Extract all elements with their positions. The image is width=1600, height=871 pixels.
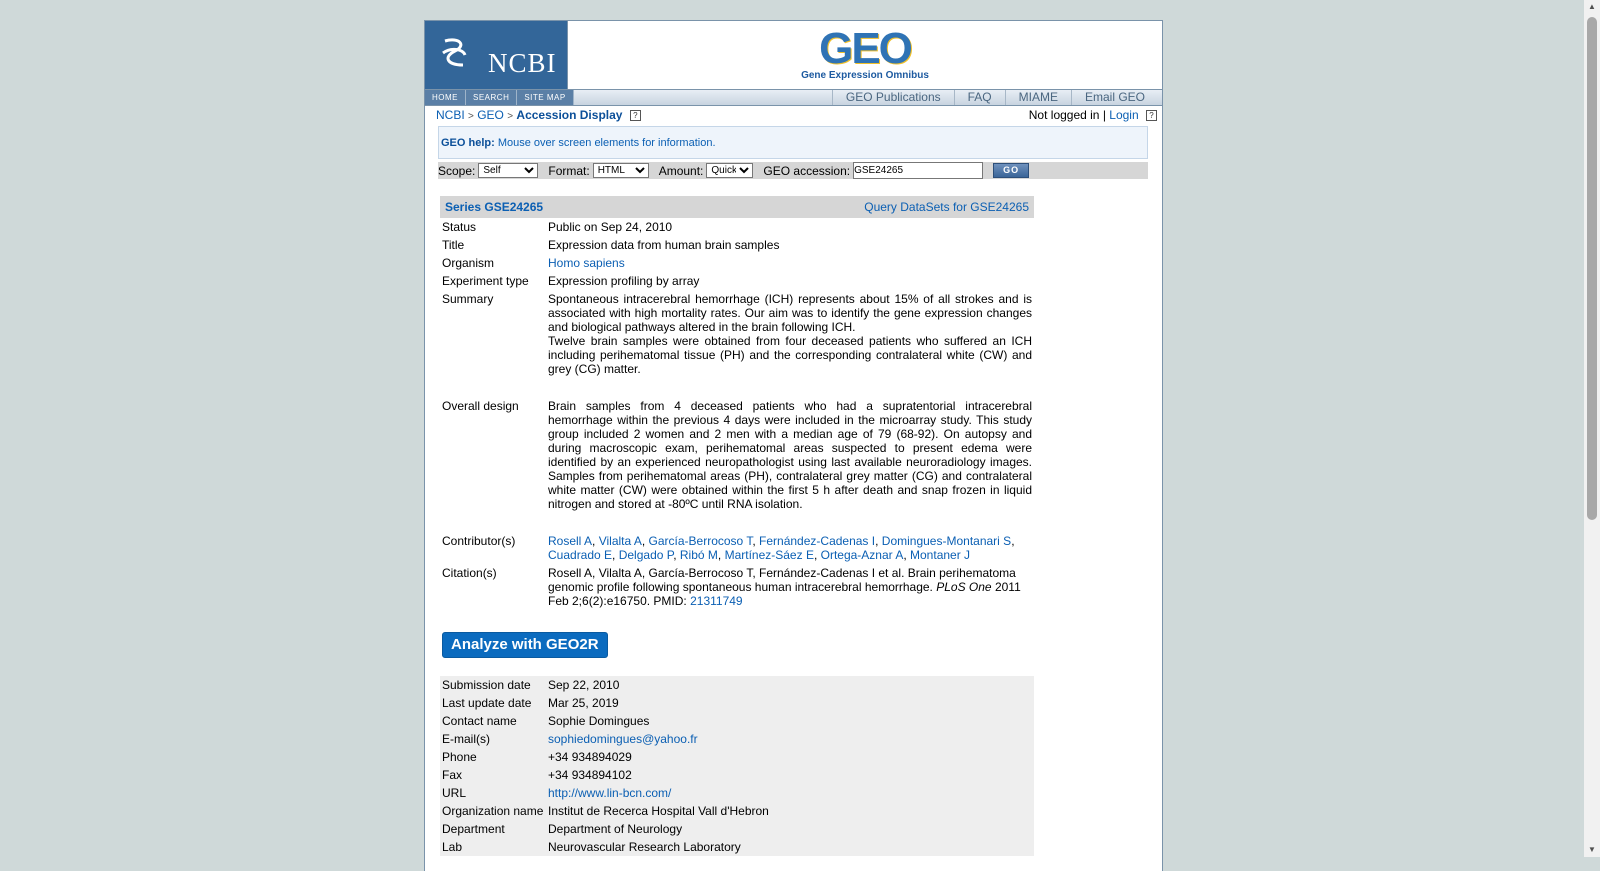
- contributor-link[interactable]: Montaner J: [910, 548, 971, 562]
- page-container: [424, 20, 1163, 871]
- contributor-link[interactable]: Vilalta A: [598, 534, 642, 548]
- summary-paragraph: Spontaneous intracerebral hemorrhage (ICH) represents about 15% of all strokes and is associated with high mortality rates. Our aim was to identify the gene expression changes and biological pathways altered in the brain following ICH.: [548, 292, 1032, 334]
- nav-home-link[interactable]: HOME: [425, 90, 466, 105]
- field-value: Neurovascular Research Laboratory: [548, 840, 741, 854]
- accession-label: GEO accession:: [763, 163, 851, 178]
- contributor-link[interactable]: Cuadrado E: [548, 548, 613, 562]
- breadcrumb-current: Accession Display: [516, 108, 623, 122]
- login-link[interactable]: Login: [1109, 108, 1139, 122]
- summary-value: [546, 290, 1034, 397]
- table-row: [440, 784, 1034, 802]
- table-row: [440, 730, 1034, 748]
- citation-text: Rosell A, Vilalta A, García-Berrocoso T, Fernández-Cadenas I et al. Brain perihematoma genomic profile following spontaneous human intracerebral hemorrhage.: [548, 566, 1016, 594]
- url-link[interactable]: http://www.lin-bcn.com/: [548, 786, 672, 800]
- contributor-link[interactable]: Ribó M: [679, 548, 718, 562]
- table-row: [440, 694, 1034, 712]
- table-row: [440, 766, 1034, 784]
- accession-input[interactable]: [853, 162, 983, 179]
- field-label: Overall design: [442, 399, 519, 413]
- geo-logo-subtitle: Gene Expression Omnibus: [801, 70, 929, 81]
- table-row: [440, 218, 1034, 236]
- contributor-link[interactable]: Rosell A: [548, 534, 593, 548]
- field-value: Department of Neurology: [548, 822, 683, 836]
- geo-help-text: Mouse over screen elements for information.: [497, 137, 716, 149]
- breadcrumb-separator: >: [507, 111, 514, 122]
- format-label: Format:: [548, 163, 590, 178]
- field-value: Sep 22, 2010: [548, 678, 620, 692]
- contributor-link[interactable]: Delgado P: [618, 548, 674, 562]
- field-label: Experiment type: [442, 274, 529, 288]
- field-label: Submission date: [442, 678, 531, 692]
- field-label: Department: [442, 822, 505, 836]
- amount-select[interactable]: [706, 163, 753, 178]
- table-row: [440, 254, 1034, 272]
- breadcrumb-geo[interactable]: GEO: [477, 108, 504, 122]
- field-label: Lab: [442, 840, 463, 854]
- go-button[interactable]: GO: [993, 163, 1029, 178]
- table-row: [440, 397, 1034, 532]
- auth-status: [1029, 108, 1157, 122]
- ncbi-logo[interactable]: [425, 21, 568, 89]
- table-row: [440, 712, 1034, 730]
- geo-logo[interactable]: [798, 24, 932, 81]
- table-row: [440, 802, 1034, 820]
- field-value: Expression profiling by array: [548, 274, 700, 288]
- nav-miame-link[interactable]: MIAME: [1005, 90, 1071, 105]
- field-label: Status: [442, 220, 477, 234]
- breadcrumb-ncbi[interactable]: NCBI: [436, 108, 465, 122]
- breadcrumb-row: [425, 106, 1162, 126]
- email-link[interactable]: sophiedomingues@yahoo.fr: [548, 732, 698, 746]
- scroll-up-icon[interactable]: ▲: [1588, 2, 1596, 11]
- help-icon[interactable]: ?: [630, 110, 641, 121]
- scope-select[interactable]: [478, 163, 538, 178]
- nav-geo-publications-link[interactable]: GEO Publications: [832, 90, 954, 105]
- field-label: Summary: [442, 292, 494, 306]
- field-value: Public on Sep 24, 2010: [548, 220, 673, 234]
- vertical-scrollbar[interactable]: [1584, 0, 1600, 857]
- series-header: [440, 196, 1034, 218]
- field-label: E-mail(s): [442, 732, 490, 746]
- citation-value: [546, 564, 1034, 610]
- scroll-down-icon[interactable]: ▼: [1588, 845, 1596, 854]
- geo-help-box: [438, 126, 1148, 159]
- series-info-table: [440, 218, 1034, 610]
- table-row: [440, 748, 1034, 766]
- breadcrumb: [436, 108, 641, 122]
- table-row: [440, 820, 1034, 838]
- contributor-link[interactable]: Fernández-Cadenas I: [759, 534, 876, 548]
- field-label: Title: [442, 238, 465, 252]
- field-value: +34 934894029: [548, 750, 632, 764]
- table-row: [440, 838, 1034, 856]
- organism-link[interactable]: Homo sapiens: [548, 256, 625, 270]
- geo-logo-text: GEO: [819, 24, 911, 73]
- field-value: Sophie Domingues: [548, 714, 650, 728]
- table-row: [440, 290, 1034, 397]
- help-icon[interactable]: ?: [1146, 110, 1157, 121]
- field-label: Contact name: [442, 714, 517, 728]
- pmid-link[interactable]: 21311749: [690, 594, 743, 608]
- field-label: Fax: [442, 768, 463, 782]
- submission-info-table: [440, 676, 1034, 856]
- ncbi-logo-text: NCBI: [488, 48, 557, 78]
- nav-search-link[interactable]: SEARCH: [466, 90, 517, 105]
- field-label: Organism: [442, 256, 495, 270]
- breadcrumb-separator: >: [468, 111, 474, 122]
- table-row: [440, 676, 1034, 694]
- citation-details: 2011 Feb 2;6(2):e16750. PMID:: [548, 580, 1021, 608]
- nav-faq-link[interactable]: FAQ: [954, 90, 1005, 105]
- contributor-link[interactable]: García-Berrocoso T: [648, 534, 753, 548]
- format-select[interactable]: [593, 163, 649, 178]
- citation-journal: PLoS One: [936, 580, 992, 594]
- contributor-link[interactable]: Martínez-Sáez E: [724, 548, 814, 562]
- field-value: Institut de Recerca Hospital Vall d'Hebron: [548, 804, 769, 818]
- table-row: [440, 564, 1034, 610]
- query-datasets-link[interactable]: Query DataSets for GSE24265: [864, 200, 1029, 214]
- field-label: Contributor(s): [442, 534, 516, 548]
- login-status-text: Not logged in |: [1028, 108, 1106, 122]
- field-label: URL: [442, 786, 467, 800]
- nav-sitemap-link[interactable]: SITE MAP: [517, 90, 573, 105]
- summary-paragraph: Twelve brain samples were obtained from four deceased patients who suffered an ICH including perihematomal tissue (PH) and the corresponding contralateral white (CW) and grey (CG) matter.: [548, 334, 1032, 376]
- contributors-list: Rosell A, Vilalta A, García-Berrocoso T, Fernández-Cadenas I, Domingues-Montanari S, Cuadrado E, Delgado P, Ribó M, Martínez-Sáez E, Ortega-Aznar A, Montaner J: [548, 534, 1015, 562]
- field-value: Brain samples from 4 deceased patients who had a supratentorial intracerebral hemorrhage within the previous 4 days were included in the microarray study. This study group included 2 women and 2 men with a median age of 79 (68-92). On autopsy and during macroscopic exam, perihematomal areas suspected to present edema were identified by an experienced neuropathologist using last available neuroradiology images. Samples from perihematomal areas (PH), contralateral grey matter (CG) and contralateral white matter (CW) were obtained within the first 5 h after death and snap frozen in liquid nitrogen and stored at -80ºC until RNA isolation.: [548, 399, 1032, 511]
- geo-help-label: GEO help:: [441, 137, 495, 149]
- field-value: +34 934894102: [548, 768, 632, 782]
- table-row: [440, 236, 1034, 254]
- analyze-geo2r-button[interactable]: Analyze with GEO2R: [442, 632, 608, 658]
- field-label: Phone: [442, 750, 477, 764]
- series-id: Series GSE24265: [445, 200, 544, 214]
- nav-bar: [425, 90, 1162, 106]
- nav-email-geo-link[interactable]: Email GEO: [1071, 90, 1158, 105]
- series-details: [440, 196, 1034, 856]
- table-row: [440, 532, 1034, 564]
- contributor-link[interactable]: Ortega-Aznar A: [820, 548, 904, 562]
- accession-controls: [438, 162, 1148, 179]
- field-label: Citation(s): [442, 566, 497, 580]
- field-value: Mar 25, 2019: [548, 696, 619, 710]
- scrollbar-thumb[interactable]: [1587, 17, 1597, 520]
- amount-label: Amount:: [658, 163, 704, 178]
- ncbi-helix-icon: [437, 35, 473, 75]
- field-value: Expression data from human brain samples: [548, 238, 780, 252]
- field-label: Last update date: [442, 696, 532, 710]
- scope-label: Scope:: [438, 163, 476, 178]
- site-header: [425, 21, 1162, 90]
- table-row: [440, 272, 1034, 290]
- contributor-link[interactable]: Domingues-Montanari S: [881, 534, 1012, 548]
- field-label: Organization name: [442, 804, 544, 818]
